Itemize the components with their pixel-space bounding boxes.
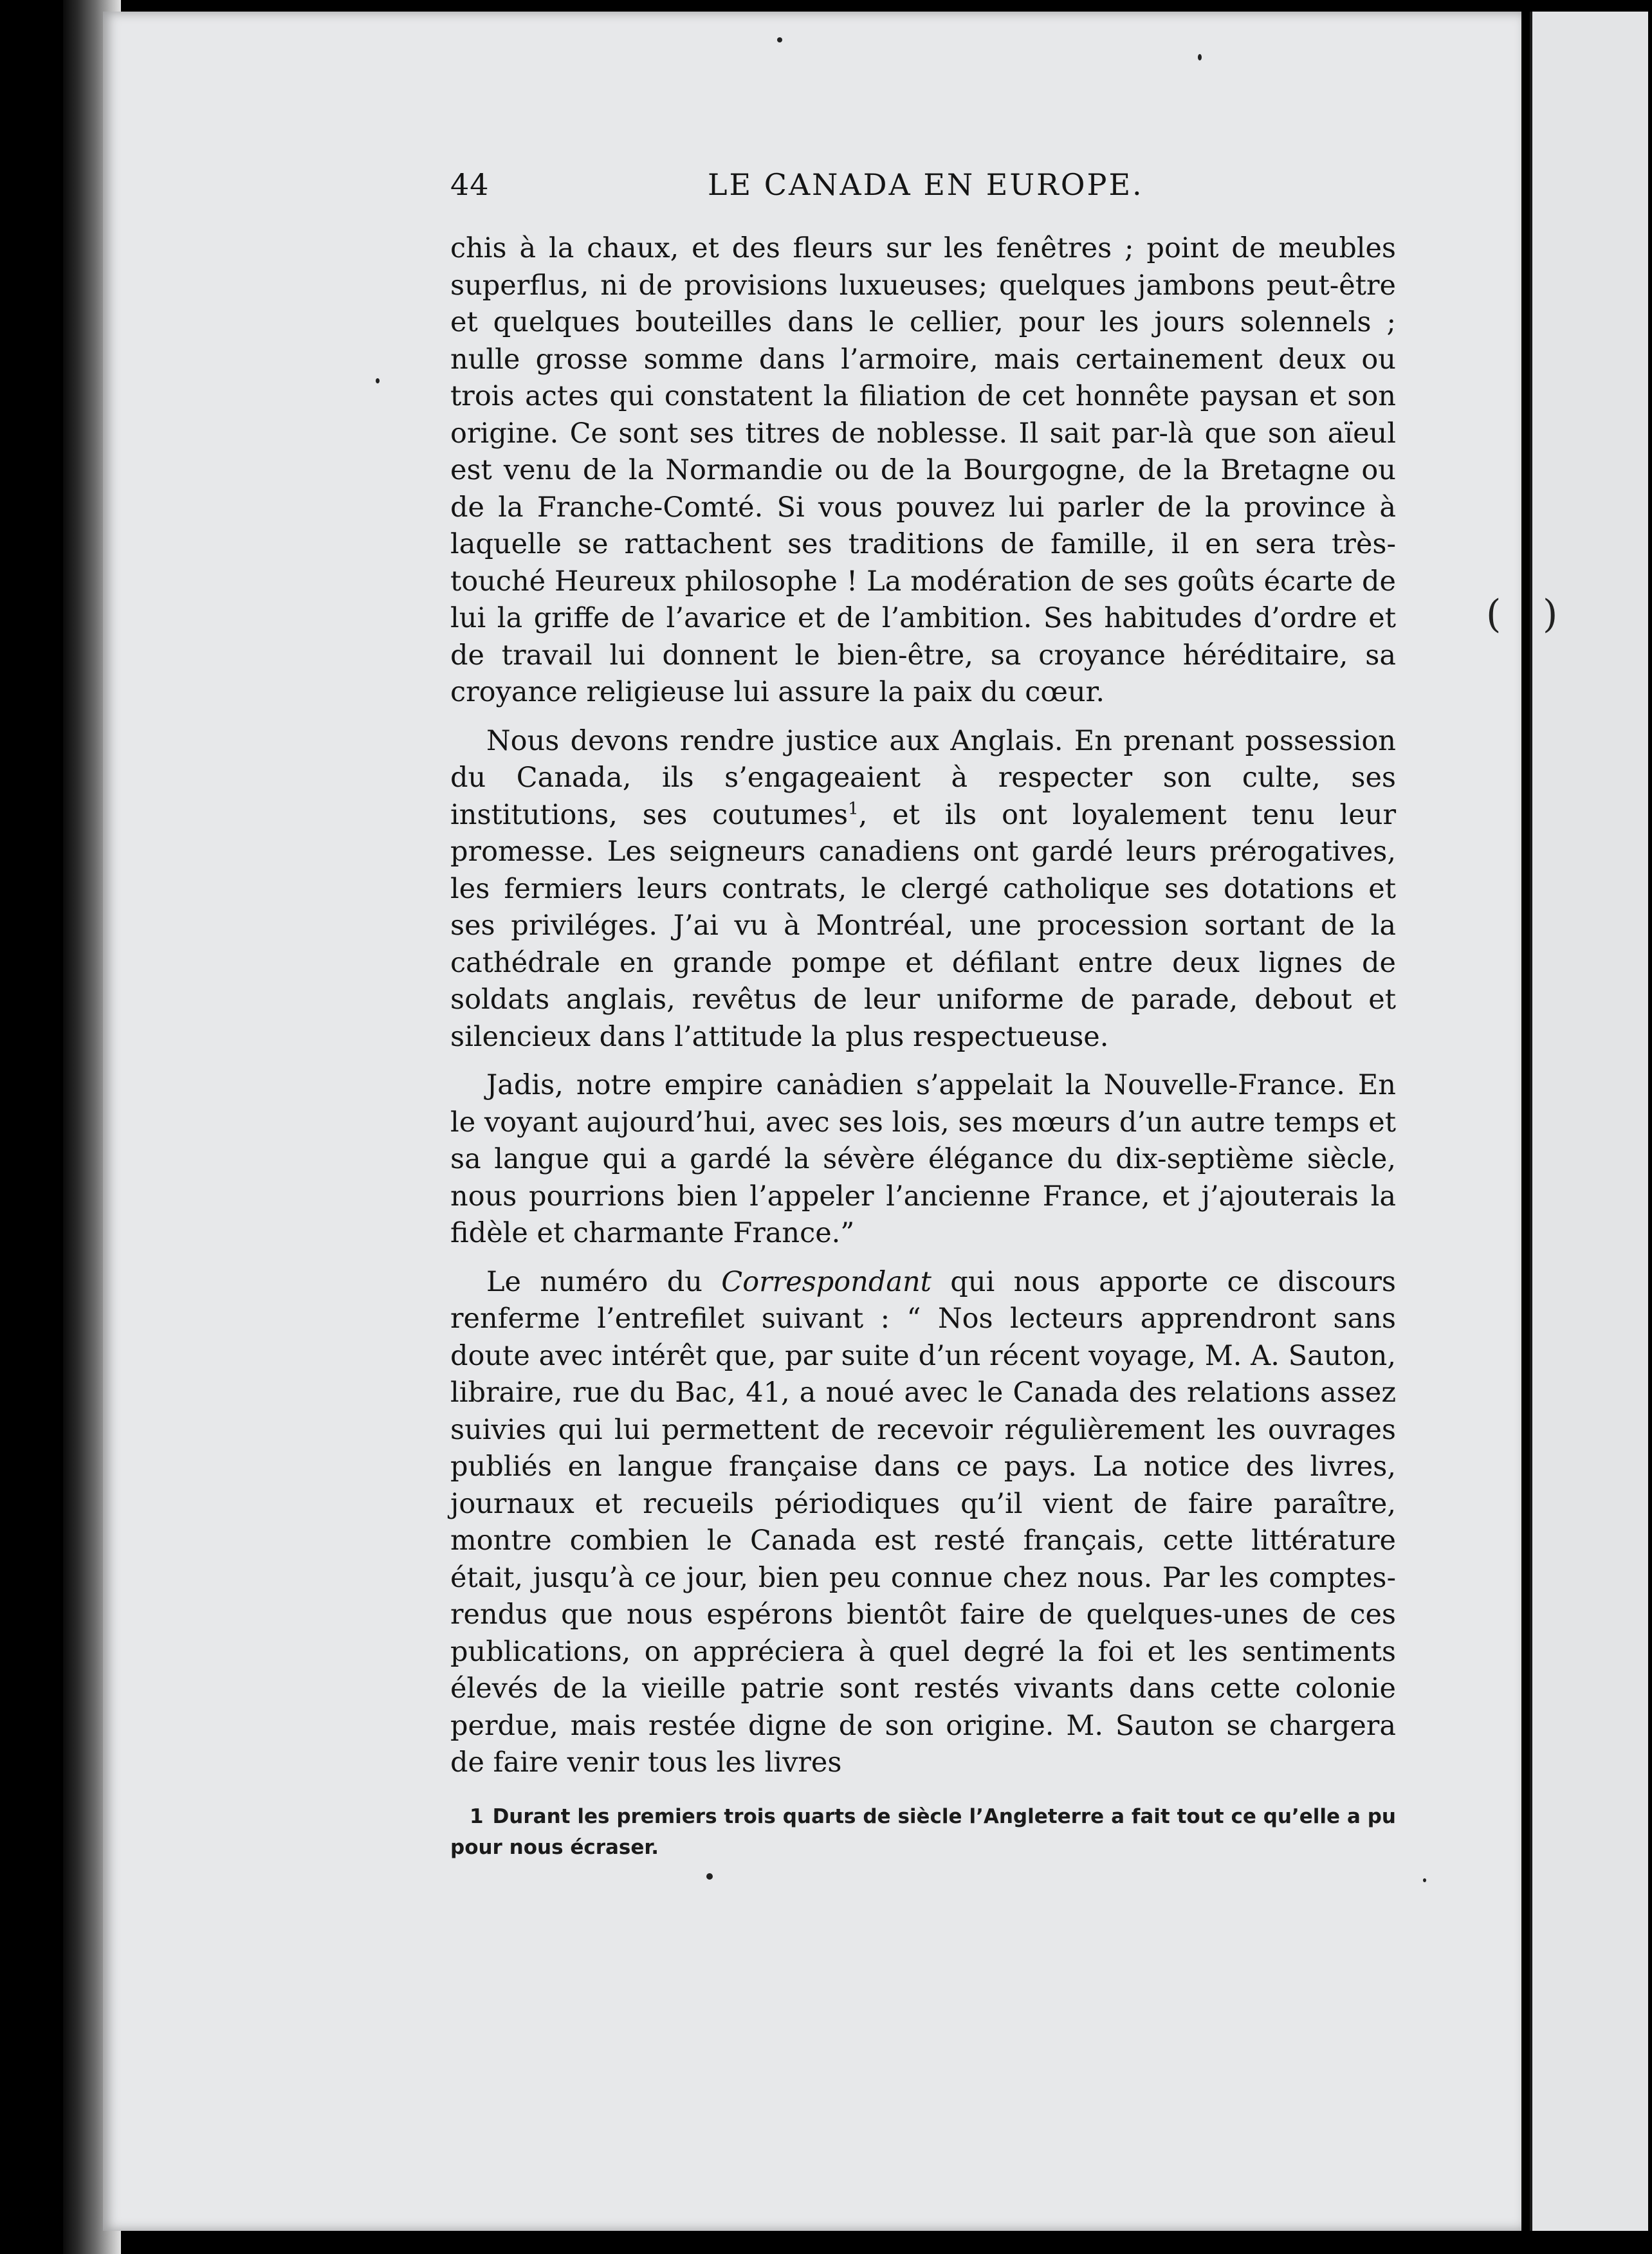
- footnote-reference: 1: [848, 799, 859, 819]
- adjacent-page-bracket-mark: (: [1486, 592, 1501, 637]
- scan-speck: [706, 1873, 713, 1880]
- paragraph-text: Le numéro du: [486, 1265, 722, 1298]
- footnote-text: Durant les premiers trois quarts de siècle l’Angleterre a fait tout ce qu’elle a pu pour nous écraser.: [450, 1804, 1396, 1859]
- paragraph-english-justice: [450, 723, 1396, 1056]
- paragraph-correspondant: [450, 1264, 1396, 1782]
- running-header: [450, 167, 1396, 219]
- scan-speck: [376, 378, 380, 383]
- adjacent-page-edge: [1530, 12, 1648, 2231]
- paragraph-continuation: chis à la chaux, et des fleurs sur les fenêtres ; point de meubles superflus, ni de provisions luxueuses; quelques jambons peut-être et quelques bouteilles dans le cellier, pour les jours solennels ; nulle grosse somme dans l’armoire, mais certainement deux ou trois actes qui constatent la filiation de cet honnête paysan et son origine. Ce sont ses titres de noblesse. Il sait par-là que son aïeul est venu de la Normandie ou de la Bourgogne, de la Bretagne ou de la Franche-Comté. Si vous pouvez lui parler de la province à laquelle se rattachent ses traditions de famille, il en sera très-touché Heureux philosophe ! La modération de ses goûts écarte de lui la griffe de l’avarice et de l’ambition. Ses habitudes d’ordre et de travail lui donnent le bien-être, sa croyance héréditaire, sa croyance religieuse lui assure la paix du cœur.: [450, 232, 1396, 708]
- page-content: [450, 167, 1396, 1863]
- adjacent-page-bracket-mark: ): [1543, 592, 1558, 637]
- running-title: LE CANADA EN EUROPE.: [708, 167, 1144, 202]
- scan-speck: [777, 37, 782, 42]
- paragraph-nouvelle-france: Jadis, notre empire canadien s’appelait la Nouvelle-France. En le voyant aujourd’hui, avec ses lois, ses mœurs d’un autre temps et sa langue qui a gardé la sévère élégance du dix-septième siècle, nous pourrions bien l’appeler l’ancienne France, et j’ajouterais la fidèle et charmante France.”: [450, 1069, 1396, 1249]
- page-number: 44: [450, 167, 490, 202]
- footnote: [450, 1801, 1396, 1863]
- paragraph-text: , et ils ont loyalement tenu leur promesse. Les seigneurs canadiens ont gardé leurs prérogatives, les fermiers leurs contrats, le clergé catholique ses dotations et ses priviléges. J’ai vu à Montréal, une procession sortant de la cathédrale en grande pompe et défilant entre deux lignes de soldats anglais, revêtus de leur uniforme de parade, debout et silencieux dans l’attitude la plus respectueuse.: [450, 798, 1396, 1053]
- paragraph-text: qui nous apporte ce discours renferme l’entrefilet suivant : “ Nos lecteurs apprendront sans doute avec intérêt que, par suite d’un récent voyage, M. A. Sauton, libraire, rue du Bac, 41, a noué avec le Canada des relations assez suivies qui lui permettent de recevoir régulièrement les ouvrages publiés en langue française dans ce pays. La notice des livres, journaux et recueils périodiques qu’il vient de faire paraître, montre combien le Canada est resté français, cette littérature était, jusqu’à ce jour, bien peu connue chez nous. Par les comptes-rendus que nous espérons bientôt faire de quelques-unes de ces publications, on appréciera à quel degré la foi et les sentiments élevés de la vieille patrie sont restés vivants dans cette colonie perdue, mais restée digne de son origine. M. Sauton se chargera de faire venir tous les livres: [450, 1265, 1396, 1779]
- scan-speck: [1198, 54, 1202, 60]
- paragraph-text: Nous devons rendre justice aux Anglais. En prenant possession du Canada, ils s’engageaient à respecter son culte, ses institutions, ses coutumes: [450, 724, 1396, 831]
- journal-title: Correspondant: [721, 1265, 932, 1298]
- footnote-mark: 1: [470, 1804, 484, 1828]
- scan-speck: [1423, 1878, 1426, 1882]
